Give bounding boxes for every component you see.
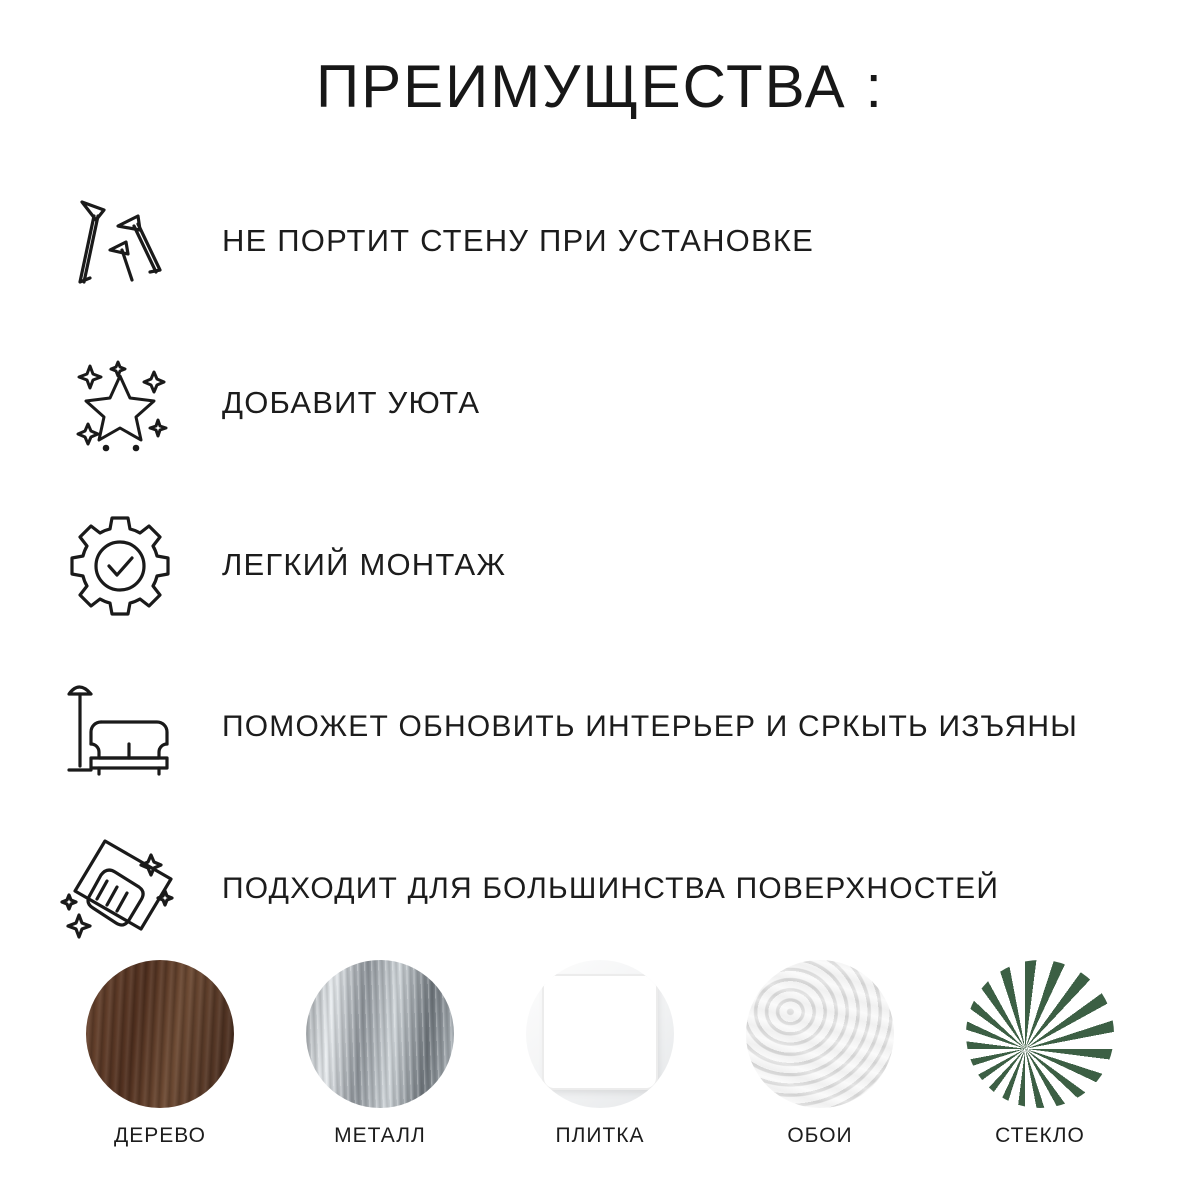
stars-icon — [40, 338, 200, 468]
wallpaper-swatch — [746, 960, 894, 1108]
surface-label: ПЛИТКА — [555, 1124, 645, 1147]
wood-swatch — [86, 960, 234, 1108]
benefit-label: ПОМОЖЕТ ОБНОВИТЬ ИНТЕРЬЕР И СРКЫТЬ ИЗЪЯНЫ — [222, 710, 1078, 743]
benefit-label: ЛЕГКИЙ МОНТАЖ — [222, 547, 507, 582]
surface-item-wallpaper — [746, 960, 894, 1148]
surfaces-row — [0, 960, 1200, 1148]
gear-check-icon — [40, 500, 200, 630]
sofa-lamp-icon — [40, 662, 200, 792]
benefit-label: ДОБАВИТ УЮТА — [222, 385, 481, 420]
surface-item-metal — [306, 960, 454, 1148]
list-item — [40, 160, 1160, 322]
surface-item-wood — [86, 960, 234, 1148]
cleaning-hand-icon — [40, 824, 200, 954]
surface-label: ОБОИ — [787, 1124, 853, 1147]
list-item — [40, 322, 1160, 484]
benefit-label: ПОДХОДИТ ДЛЯ БОЛЬШИНСТВА ПОВЕРХНОСТЕЙ — [222, 872, 1000, 905]
glass-swatch — [966, 960, 1114, 1108]
tile-swatch — [526, 960, 674, 1108]
surface-label: МЕТАЛЛ — [334, 1124, 426, 1147]
surface-item-tile — [526, 960, 674, 1148]
metal-swatch — [306, 960, 454, 1108]
list-item — [40, 646, 1160, 808]
benefits-list — [40, 160, 1160, 970]
list-item — [40, 484, 1160, 646]
surface-label: СТЕКЛО — [995, 1124, 1085, 1147]
nails-icon — [40, 176, 200, 306]
list-item — [40, 808, 1160, 970]
benefit-label: НЕ ПОРТИТ СТЕНУ ПРИ УСТАНОВКЕ — [222, 223, 814, 258]
page-title: ПРЕИМУЩЕСТВА : — [315, 53, 885, 120]
surface-label: ДЕРЕВО — [114, 1124, 206, 1147]
surface-item-glass — [966, 960, 1114, 1148]
